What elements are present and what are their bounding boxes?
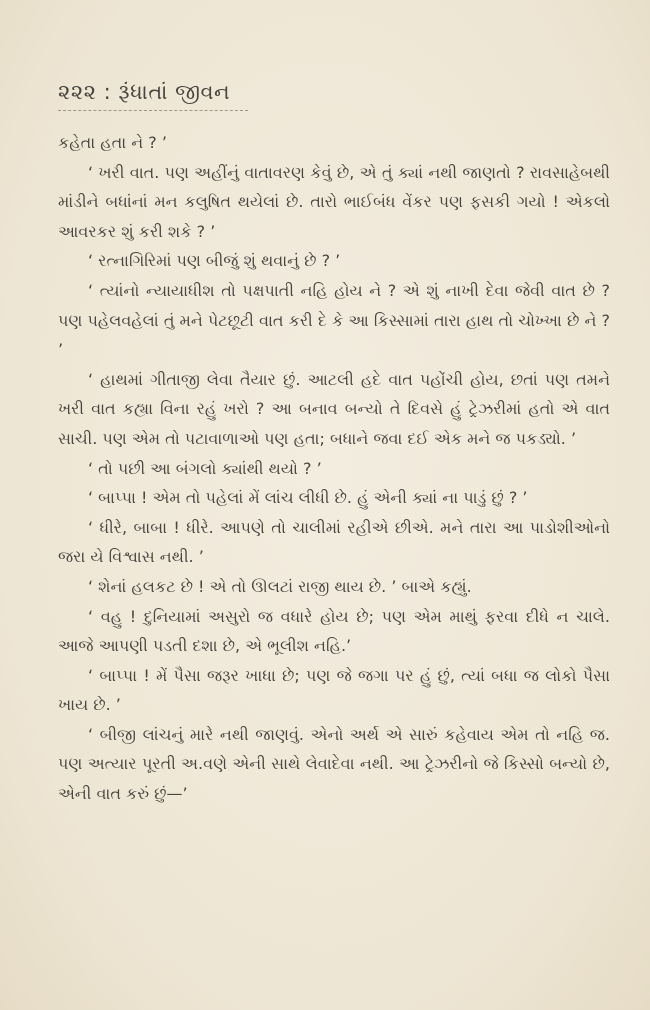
- paragraph: ‘ ખરી વાત. પણ અહીંનું વાતાવરણ કેવું છે, એ તું ક્યાં નથી જાણતો ? રાવસાહેબથી માંડીને બધાંનાં મન કલુષિત થયેલાં છે. તારો ભાઈબંધ વેંકર પણ ફસકી ગયો ! એકલો આવરકર શું કરી શકે ? ’: [58, 162, 610, 241]
- paragraph: ‘ રત્નાગિરિમાં પણ બીજું શું થવાનું છે ? ’: [88, 251, 341, 271]
- header-underline: [58, 110, 248, 111]
- paragraph: ‘ બીજી લાંચનું મારે નથી જાણવું. એનો અર્થ એ સારું કહેવાય એમ તો નહિ જ. પણ અત્યાર પૂરતી અ.વણે એની સાથે લેવાદેવા નથી. આ ટ્રેઝરીનો જે કિસ્સો બન્યો છે, એની વાત કરું છું—’: [58, 724, 610, 804]
- paragraph: ‘ ત્યાંનો ન્યાયાધીશ તો પક્ષપાતી નહિ હોય ને ? એ શું નાખી દેવા જેવી વાત છે ? પણ પહેલવહેલાં તું મને પેટછૂટી વાત કરી દે કે આ કિસ્સામાં તારા હાથ તો ચોખ્ખા છે ને ? ’: [58, 280, 610, 360]
- paragraph: ‘ ધીરે, બાબા ! ધીરે. આપણે તો ચાલીમાં રહીએ છીએ. મને તારા આ પાડોશીઓનો જરા યે વિશ્વાસ નથી. ’: [58, 517, 610, 567]
- paragraph: ‘ વહુ ! દુનિયામાં અસુરો જ વધારે હોય છે; પણ એમ માથું ફરવા દીધે ન ચાલે. આજે આપણી પડતી દશા છે, એ ભૂલીશ નહિ.’: [58, 606, 610, 656]
- paragraph: ‘ શેનાં હલકટ છે ! એ તો ઊલટાં રાજી થાય છે. ’ બાએ કહ્યું.: [88, 576, 472, 596]
- paragraph: ‘ બાપ્પા ! મેં પૈસા જરૂર ખાધા છે; પણ જે જગા પર હું છું, ત્યાં બધા જ લોકો પૈસા ખાય છે. ’: [58, 665, 610, 715]
- paragraph: ‘ તો પછી આ બંગલો ક્યાંથી થયો ? ’: [88, 458, 322, 478]
- running-head: ૨૨૨ : રૂંધાતાં જીવન: [58, 80, 231, 104]
- paragraph: ‘ બાપ્પા ! એમ તો પહેલાં મેં લાંચ લીધી છે. હું એની ક્યાં ના પાડું છું ? ’: [88, 488, 528, 508]
- paragraph: ‘ હાથમાં ગીતાજી લેવા તૈયાર છું. આટલી હદે વાત પહોંચી હોય, છતાં પણ તમને ખરી વાત કહ્યા વિના રહું ખરો ? આ બનાવ બન્યો તે દિવસે હું ટ્રેઝરીમાં હતો એ વાત સાચી. પણ એમ તો પટાવાળાઓ પણ હતા; બધાને જવા દઈ એક મને જ પકડ્યો. ’: [58, 369, 610, 448]
- paragraph: કહેતા હતા ને ? ’: [58, 133, 167, 152]
- page-body: [58, 128, 610, 809]
